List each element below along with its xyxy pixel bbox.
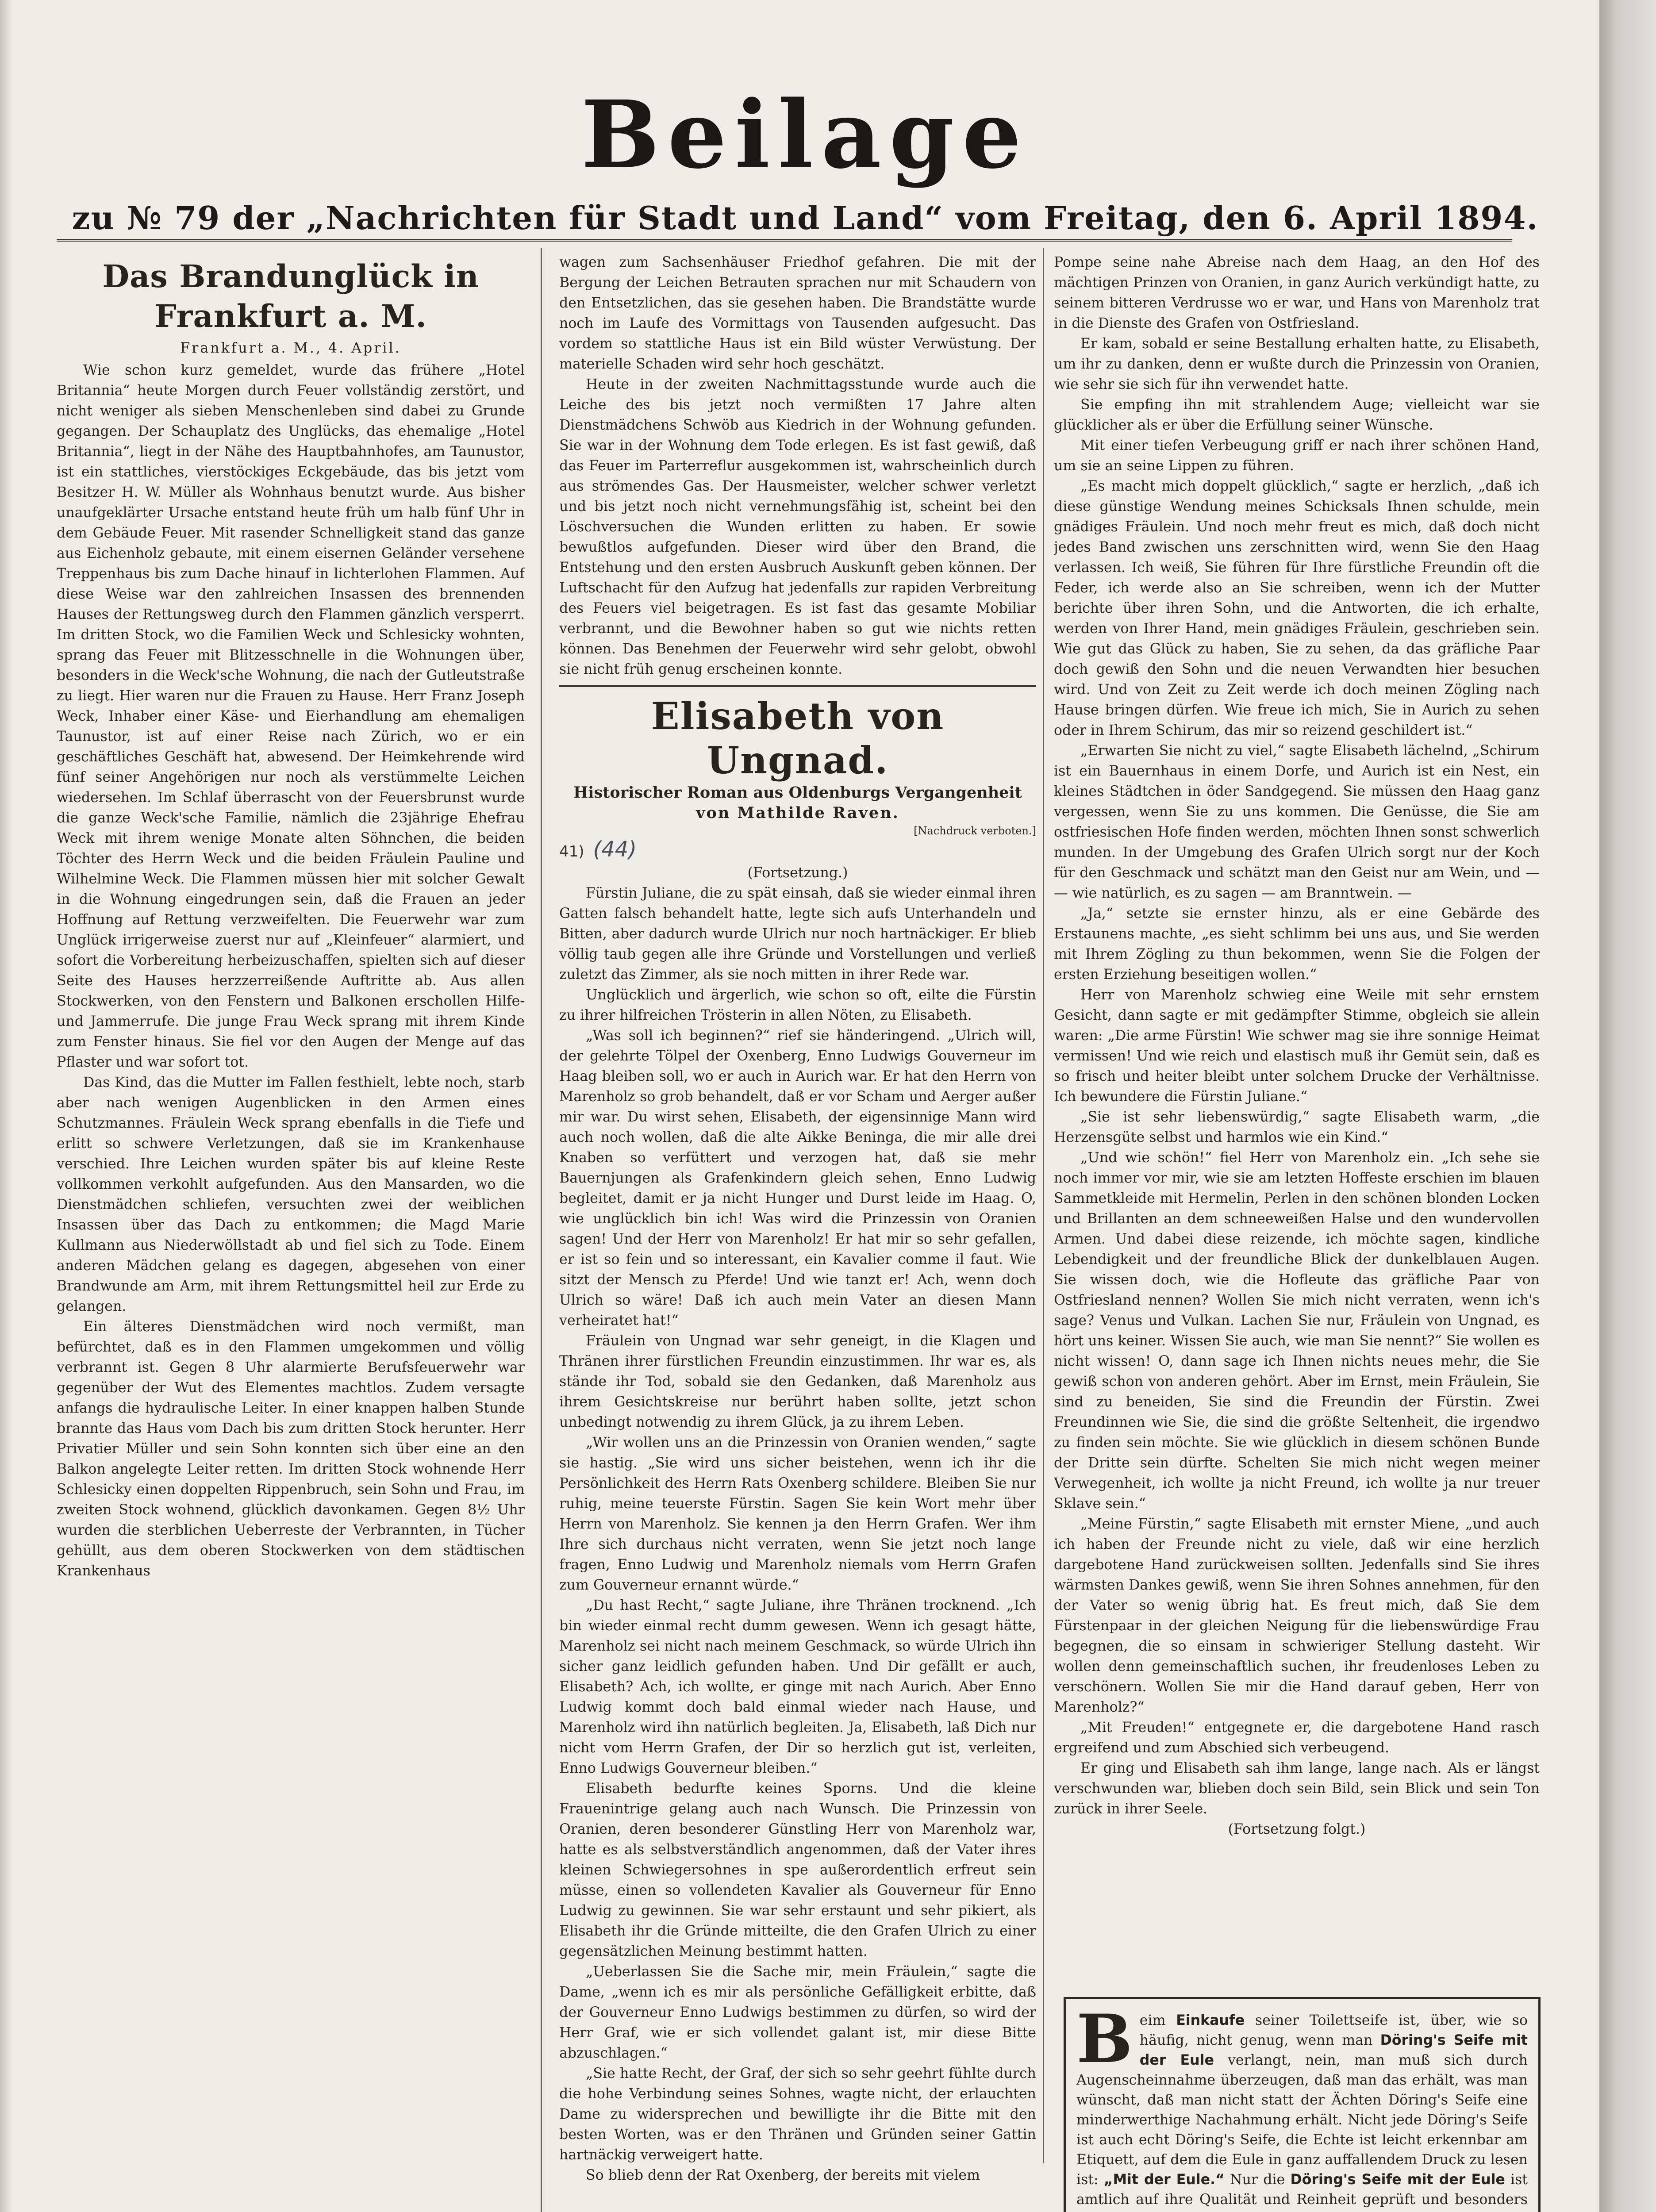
- reprint-note: [Nachdruck verboten.]: [914, 825, 1036, 837]
- ad-dropcap: B: [1076, 2000, 1133, 2078]
- installment-label: 41): [559, 843, 584, 860]
- novel-paragraph: Unglücklich und ärgerlich, wie schon so oft, eilte die Fürstin zu ihrer hilfreichen Trösterin in allen Nöten, zu Elisabeth.: [559, 987, 1036, 1023]
- masthead: [53, 80, 1557, 237]
- novel-paragraph: Elisabeth bedurfte keines Sporns. Und die kleine Frauenintrige gelang auch nach Wunsch. Die Prinzessin von Oranien, deren besonderer Günstling Herr von Marenholz war, hatte es als selbstverständlich angenommen, daß der Vater ihres kleinen Schwiegersohnes in spe außerordentlich erfreut sein müsse, einen so vollendeten Kavalier als Gouverneur für Enno Ludwig zu gewinnen. Sie war sehr erstaunt und sehr pikiert, als Elisabeth ihr die Gründe mitteilte, die den Grafen Ulrich zu einer gegensätzlichen Meinung bestimmt hatten.: [559, 1781, 1036, 1959]
- novel-paragraph: Pompe seine nahe Abreise nach dem Haag, an den Hof des mächtigen Prinzen von Oranien, in ganz Aurich verkündigt hatte, zu seinem bitteren Verdrusse wo er war, und Hans von Marenholz trat in die Dienste des Grafen von Ostfriesland.: [1054, 254, 1540, 331]
- novel-title: Elisabeth von Ungnad.: [651, 694, 945, 782]
- novel-subtitle: Historischer Roman aus Oldenburgs Vergangenheit: [573, 783, 1022, 802]
- novel-paragraph: „Was soll ich beginnen?“ rief sie händeringend. „Ulrich will, der gelehrte Tölpel der Oxenberg, Enno Ludwigs Gouverneur im Haag bleiben soll, wo er auch in Aurich war. Er hat den Herrn von Marenholz so grob behandelt, daß er vor Scham und Aerger außer mir war. Du wirst sehen, Elisabeth, der eigensinnige Mann wird auch noch wollen, daß die alte Aikke Beninga, die mir alle drei Knaben so verfüttert und verzogen hat, daß sie mehr Bauernjungen als Grafenkindern gleich sehen, Enno Ludwig begleitet, damit er ja nicht Hunger und Durst leide im Haag. O, wie unglücklich bin ich! Was wird die Prinzessin von Oranien sagen! Und der Herr von Marenholz! Er hat mir so sehr gefallen, er ist so fein und so interessant, ein Kavalier comme il faut. Wie sitzt der Mensch zu Pferde! Und wie tanzt er! Ach, wenn doch Ulrich so wäre! Daß ich auch mein Vater an diesen Mann verheiratet hat!“: [559, 1028, 1036, 1329]
- advertisement: [1064, 1997, 1541, 2212]
- column-3: [1054, 252, 1540, 1978]
- novel-paragraph: „Ja,“ setzte sie ernster hinzu, als er eine Gebärde des Erstaunens machte, „es sieht schlimm bei uns aus, und Sie werden mit Ihrem Zögling zu thun bekommen, wenn Sie die Folgen der ersten Erziehung beseitigen wollen.“: [1054, 906, 1540, 983]
- article-paragraph: Das Kind, das die Mutter im Fallen festhielt, lebte noch, starb aber nach wenigen Augenblicken in den Armen eines Schutzmannes. Fräulein Weck sprang ebenfalls in die Tiefe und erlitt so schwere Verletzungen, daß sie im Krankenhause verschied. Ihre Leichen wurden später bis auf kleine Reste vollkommen verkohlt aufgefunden. Aus den Mansarden, wo die Dienstmädchen schliefen, versuchten zwei der weiblichen Insassen über das Dach zu entkommen; die Magd Marie Kullmann aus Niederwöllstadt ab und fiel sich zu Tode. Einem anderen Mädchen gelang es dagegen, abgesehen von einer Brandwunde am Arm, mit ihrem Rettungsmittel heil zur Erde zu gelangen.: [57, 1075, 525, 1314]
- article-paragraph: Heute in der zweiten Nachmittagsstunde wurde auch die Leiche des bis jetzt noch vermißten 17 Jahre alten Dienstmädchens Schwöb aus Kiedrich in der Wohnung gefunden. Sie war in der Wohnung dem Tode erlegen. Es ist fast gewiß, daß das Feuer im Parterreflur ausgekommen ist, wahrscheinlich durch aus strömendes Gas. Der Hausmeister, welcher schwer verletzt und bis jetzt noch nicht vernehmungsfähig ist, scheint bei den Löschversuchen die Wunden erlitten zu haben. Er sowie bewußtlos aufgefunden. Dieser wird über den Brand, die Entstehung und den ersten Ausbruch Auskunft geben können. Der Luftschacht für den Aufzug hat jedenfalls zur rapiden Verbreitung des Feuers viel beigetragen. Es ist fast das gesamte Mobiliar verbrannt, und die Bewohner haben so gut wie nichts retten können. Das Benehmen der Feuerwehr wird sehr gelobt, obwohl sie nicht früh genug erscheinen konnte.: [559, 376, 1036, 677]
- novel-paragraph: „Wir wollen uns an die Prinzessin von Oranien wenden,“ sagte sie hastig. „Sie wird uns sicher beistehen, wenn ich ihr die Persönlichkeit des Herrn Rats Oxenberg schildere. Bleiben Sie nur ruhig, meine teuerste Fürstin. Sagen Sie kein Wort mehr über Herrn von Marenholz. Sie kennen ja den Herrn Grafen. Wer ihm Ihre sich durchaus nicht verraten, wenn Sie jetzt noch lange fragen, Enno Ludwig und Marenholz niemals vom Herrn Grafen zum Gouverneur ernannt würde.“: [559, 1435, 1036, 1593]
- novel-paragraph: „Sie ist sehr liebenswürdig,“ sagte Elisabeth warm, „die Herzensgüte selbst und harmlos wie ein Kind.“: [1054, 1109, 1540, 1145]
- novel-paragraph: „Erwarten Sie nicht zu viel,“ sagte Elisabeth lächelnd, „Schirum ist ein Bauernhaus in einem Dorfe, und Aurich ist ein Nest, ein kleines Städtchen in öder Sandgegend. Sie müssen den Haag ganz vergessen, wenn Sie zu uns kommen. Die Genüsse, die Sie am ostfriesischen Hofe finden werden, möchten Ihnen sonst schwerlich munden. In der Umgebung des Grafen Ulrich sorgt nur der Koch für den Geschmack und schätzt man den Geist nur am Wein, und — — wie natürlich, es zu sagen — am Branntwein. —: [1054, 743, 1540, 901]
- page-binding-shadow: [0, 0, 12, 2212]
- novel-continuation: (Fortsetzung.): [747, 865, 848, 881]
- column-divider: [541, 248, 542, 2212]
- handwritten-note: (44): [593, 837, 637, 862]
- ad-text: ist amtlich auf ihre Qualität und Reinheit geprüft und besonders: [1076, 2172, 1528, 2208]
- novel-paragraph: „Mit Freuden!“ entgegnete er, die dargebotene Hand rasch ergreifend und zum Abschied sich verbeugend.: [1054, 1720, 1540, 1756]
- novel-paragraph: „Sie hatte Recht, der Graf, der sich so sehr geehrt fühlte durch die hohe Verbindung seines Sohnes, wagte nicht, der erlauchten Dame zu widersprechen und bewilligte ihr die Bitte mit den besten Worten, was er den Thränen und Gründen seiner Gattin hartnäckig verweigert hatte.: [559, 2066, 1036, 2163]
- column-1: [57, 252, 525, 2212]
- novel-paragraph: „Du hast Recht,“ sagte Juliane, ihre Thränen trocknend. „Ich bin wieder einmal recht dumm gewesen. Wenn ich gesagt hätte, Marenholz sei nicht nach meinem Geschmack, so würde Ulrich ihn sicher ganz leidlich gefunden haben. Und Dir gefällt er auch, Elisabeth? Ach, ich wollte, er ginge mit nach Aurich. Aber Enno Ludwig kommt doch bald einmal wieder nach Hause, und Marenholz wird ihn natürlich begleiten. Ja, Elisabeth, laß Dich nur nicht vom Herrn Grafen, der Dir so herzlich gut ist, verleiten, Enno Ludwigs Gouverneur bleiben.“: [559, 1598, 1036, 1776]
- installment-number: [559, 838, 1036, 863]
- ad-bold: Einkaufe: [1176, 2012, 1245, 2028]
- article-paragraph: Wie schon kurz gemeldet, wurde das frühere „Hotel Britannia“ heute Morgen durch Feuer vollständig zerstört, und nicht weniger als sieben Menschenleben sind dabei zu Grunde gegangen. Der Schauplatz des Unglücks, das ehemalige „Hotel Britannia“, liegt in der Nähe des Hauptbahnhofes, am Taunustor, ist ein stattliches, vierstöckiges Eckgebäude, das bis jetzt vom Besitzer H. W. Müller als Wohnhaus benutzt wurde. Aus bisher unaufgeklärter Ursache entstand heute früh um halb fünf Uhr in dem Gebäude Feuer. Mit rasender Schnelligkeit stand das ganze aus Eichenholz gebaute, mit einem eisernen Geländer versehene Treppenhaus bis zum Dache hinauf in lichterlohen Flammen. Auf diese Weise war den zahlreichen Insassen des brennenden Hauses der Rettungsweg durch den Flammen gänzlich versperrt. Im dritten Stock, wo die Familien Weck und Schlesicky wohnten, sprang das Feuer mit Blitzesschnelle in die Wohnungen über, besonders in die Weck'sche Wohnung, die nach der Gutleutstraße zu liegt. Hier waren nur die Frauen zu Hause. Herr Franz Joseph Weck, Inhaber einer Käse- und Eierhandlung am ehemaligen Taunustor, ist auf einer Reise nach Zürich, wo er ein geschäftliches Geschäft hat, abwesend. Der Heimkehrende wird fünf seiner Angehörigen nur noch als verstümmelte Leichen wiedersehen. Im Schlaf überrascht von der Feuersbrunst wurde die ganze Weck'sche Familie, nämlich die 23jährige Ehefrau Weck mit ihrem wenige Monate alten Söhnchen, die beiden Töchter des Herrn Weck und die beiden Fräulein Pauline und Wilhelmine Weck. Die Flammen müssen hier mit solcher Gewalt in die Wohnung eingedrungen sein, daß die Frauen an jeder Hoffnung auf Rettung verzweifelten. Die Feuerwehr war zum Unglück irrigerweise zuerst nur auf „Kleinfeuer“ alarmiert, und sofort die Vorbereitung herbeizuschaffen, spielten sich auf dieser Seite des Hauses herzzerreißende Auftritte ab. Aus allen Stockwerken, von den Fenstern und Balkonen erschollen Hilfe- und Jammerrufe. Die junge Frau Weck sprang mit ihrem Kinde zum Fenster hinaus. Sie fiel vor den Augen der Menge auf das Pflaster und war sofort tot.: [57, 362, 525, 1070]
- ad-bold: Döring's Seife mit der Eule: [1290, 2172, 1505, 2188]
- ad-text: Nur die: [1224, 2172, 1291, 2188]
- novel-paragraph: „Und wie schön!“ fiel Herr von Marenholz ein. „Ich sehe sie noch immer vor mir, wie sie am letzten Hoffeste erschien im blauen Sammetkleide mit Hermelin, Perlen in den schönen blonden Locken und Brillanten an dem schneeweißen Halse und den wundervollen Armen. Und dabei diese reizende, ich möchte sagen, kindliche Lebendigkeit und der freundliche Blick der dunkelblauen Augen. Sie wissen doch, wie die Hofleute das gräfliche Paar von Ostfriesland nennen? Wollen Sie mich nicht verraten, wenn ich's sage? Venus und Vulkan. Lachen Sie nur, Fräulein von Ungnad, es hört uns keiner. Wissen Sie auch, wie man Sie nennt?“ Sie wollen es nicht wissen! O, dann sage ich Ihnen nichts neues mehr, die Sie gewiß schon von anderen gehört. Aber im Ernst, mein Fräulein, Sie sind zu beneiden, Sie sind die Freundin der Fürstin. Zwei Freundinnen wie Sie, die sind die größte Seltenheit, die irgendwo zu finden sein möchte. Sie wie glücklich in diesem schönen Bunde der Dritte sein dürfte. Schelten Sie mich nicht wegen meiner Verwegenheit, ich wollte ja nicht Freund, ich wollte ja nur treuer Sklave sein.“: [1054, 1150, 1540, 1512]
- novel-paragraph: „Meine Fürstin,“ sagte Elisabeth mit ernster Miene, „und auch ich haben der Freunde nicht zu viele, daß wir eine herzlich dargebotene Hand zurückweisen sollten. Jedenfalls sind Sie ihres wärmsten Dankes gewiß, wenn Sie ihren Sohnes annehmen, für den der Vater so wenig übrig hat. Es freut mich, daß Sie dem Fürstenpaar in der gleichen Neigung für die liebenswürdige Frau begegnen, die so einsam in schwieriger Stellung dasteht. Wir wollen denn gemeinschaftlich suchen, ihr freudenloses Leben zu verschönern. Wollen Sie mir die Hand darauf geben, Herr von Marenholz?“: [1054, 1516, 1540, 1715]
- novel-author: von Mathilde Raven.: [696, 804, 899, 822]
- page-edge: [1599, 0, 1656, 2212]
- novel-paragraph: Fürstin Juliane, die zu spät einsah, daß sie wieder einmal ihren Gatten falsch behandelt hatte, legte sich aufs Unterhandeln und Bitten, aber dadurch wurde Ulrich nur noch hartnäckiger. Er blieb völlig taub gegen alle ihre Gründe und Vorstellungen und verließ zuletzt das Zimmer, als sie noch mitten in ihrer Rede war.: [559, 885, 1036, 983]
- ad-text: seiner Toilettseife ist, über, wie so häufig, nicht genug, wenn man: [1139, 2012, 1528, 2048]
- masthead-title: Beilage: [581, 80, 1030, 189]
- column-2: [559, 252, 1036, 2212]
- novel-paragraph: Er ging und Elisabeth sah ihm lange, lange nach. Als er längst verschwunden war, blieben doch sein Bild, sein Blick und sein Ton zurück in ihrer Seele.: [1054, 1760, 1540, 1817]
- novel-paragraph: Mit einer tiefen Verbeugung griff er nach ihrer schönen Hand, um sie an seine Lippen zu führen.: [1054, 438, 1540, 474]
- novel-paragraph: Sie empfing ihn mit strahlendem Auge; vielleicht war sie glücklicher als er über die Erfüllung seiner Wünsche.: [1054, 397, 1540, 433]
- to-be-continued: (Fortsetzung folgt.): [1228, 1821, 1366, 1837]
- article-paragraph: Ein älteres Dienstmädchen wird noch vermißt, man befürchtet, daß es in den Flammen umgekommen und völlig verbrannt ist. Gegen 8 Uhr alarmierte Berufsfeuerwehr war gegenüber der Wut des Elementes machtlos. Zudem versagte anfangs die hydraulische Leiter. In einer knappen halben Stunde brannte das Haus vom Dach bis zum dritten Stock herunter. Herr Privatier Müller und sein Sohn konnten sich über eine an den Balkon angelegte Leiter retten. Im dritten Stock wohnende Herr Schlesicky einen doppelten Rippenbruch, sein Sohn und Frau, im zweiten Stock wohnend, glücklich davonkamen. Gegen 8½ Uhr wurden die sterblichen Ueberreste der Verbrannten, in Tücher gehüllt, aus dem oberen Stockwerken von dem städtischen Krankenhaus: [57, 1319, 525, 1579]
- ad-text: eim: [1139, 2012, 1176, 2028]
- masthead-subtitle: zu № 79 der „Nachrichten für Stadt und Land“ vom Freitag, den 6. April 1894.: [72, 199, 1539, 237]
- novel-paragraph: „Es macht mich doppelt glücklich,“ sagte er herzlich, „daß ich diese günstige Wendung meines Schicksals Ihnen schulde, mein gnädiges Fräulein. Und noch mehr freut es mich, daß doch nicht jedes Band zwischen uns zerschnitten wird, wenn Sie den Haag verlassen. Ich weiß, Sie führen für Ihre fürstliche Freundin oft die Feder, ich werde also an Sie schreiben, wenn ich der Mutter berichte über ihren Sohn, und die Antworten, die ich erhalte, werden von Ihrer Hand, mein gnädiges Fräulein, geschrieben sein. Wie gut das Glück zu haben, Sie zu sehen, da das gräfliche Paar doch gewiß den Sohn und die neuen Verwandten hier besuchen wird. Und von Zeit zu Zeit werde ich doch meinen Zögling nach Hause bringen dürfen. Wie freue ich mich, Sie in Aurich zu sehen oder in Ihrem Schirum, das mir so reizend geschildert ist.“: [1054, 478, 1540, 738]
- novel-paragraph: Fräulein von Ungnad war sehr geneigt, in die Klagen und Thränen ihrer fürstlichen Freundin einzustimmen. Ihr war es, als stände ihr Tod, sobald sie den Gedanken, daß Marenholz aus ihrem Gesichtskreise nur berührt haben sollte, jetzt schon unbedingt notwendig zu ihrem Glück, ja zu ihrem Leben.: [559, 1333, 1036, 1430]
- article-dateline: Frankfurt a. M., 4. April.: [180, 340, 401, 356]
- ad-text: verlangt, nein, man muß sich durch Augenscheinnahme überzeugen, daß man das erhält, was man wünscht, daß man nicht statt der Ächten Döring's Seife eine minderwerthige Nachahmung erhält. Nicht jede Döring's Seife ist auch echt Döring's Seife, die Echte ist leicht erkennbar am Etiquett, auf dem die Eule in ganz auffallendem Druck zu lesen ist:: [1076, 2052, 1528, 2188]
- section-rule: [559, 685, 1036, 687]
- ad-bold: „Mit der Eule.“: [1103, 2172, 1225, 2188]
- masthead-rule: [57, 239, 1512, 242]
- ad-bold: Döring's Seife mit der Eule: [1139, 2032, 1528, 2068]
- column-divider: [1043, 248, 1044, 2163]
- novel-paragraph: „Ueberlassen Sie die Sache mir, mein Fräulein,“ sagte die Dame, „wenn ich es mir als persönliche Gefälligkeit erbitte, daß der Gouverneur Enno Ludwigs bestimmen zu dürfen, so wird der Herr Graf, wie er sich vollendet galant ist, mir diese Bitte abzuschlagen.“: [559, 1964, 1036, 2061]
- article-headline: Das Brandunglück in Frankfurt a. M.: [102, 258, 479, 334]
- article-paragraph: wagen zum Sachsenhäuser Friedhof gefahren. Die mit der Bergung der Leichen Betrauten sprachen nur mit Schaudern von den Entsetzlichen, das sie gesehen haben. Die Brandstätte wurde noch im Laufe des Vormittags von Tausenden aufgesucht. Das vordem so stattliche Haus ist ein Bild wüster Verwüstung. Der materielle Schaden wird sehr hoch geschätzt.: [559, 254, 1036, 372]
- novel-paragraph: Herr von Marenholz schwieg eine Weile mit sehr ernstem Gesicht, dann sagte er mit gedämpfter Stimme, obgleich sie allein waren: „Die arme Fürstin! Wie schwer mag sie ihre sonnige Heimat vermissen! Und wie reich und elastisch muß ihr Gemüt sein, daß es so frisch und heiter bleibt unter solchem Drucke der Verhältnisse. Ich bewundere die Fürstin Juliane.“: [1054, 987, 1540, 1105]
- novel-paragraph: Er kam, sobald er seine Bestallung erhalten hatte, zu Elisabeth, um ihr zu danken, denn er wußte durch die Prinzessin von Oranien, wie sehr sie sich für ihn verwendet hatte.: [1054, 336, 1540, 392]
- novel-paragraph: So blieb denn der Rat Oxenberg, der bereits mit vielem: [586, 2167, 980, 2183]
